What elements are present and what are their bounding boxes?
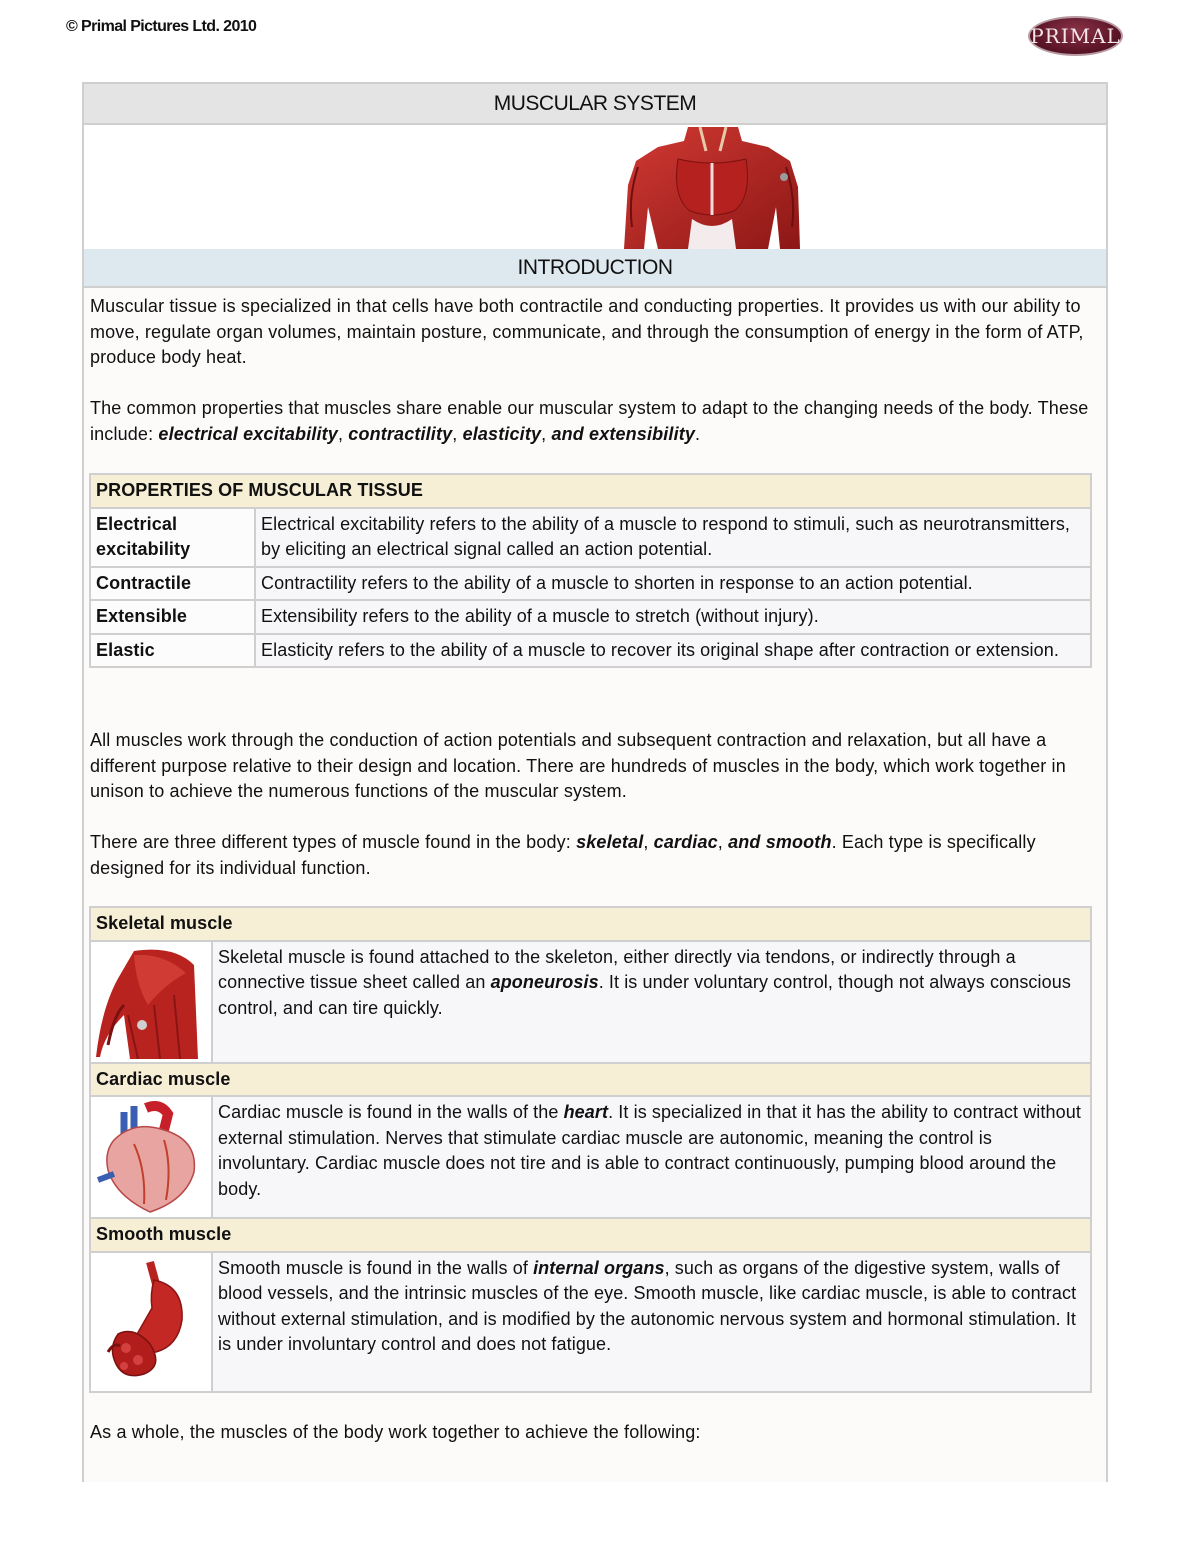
term-skeletal: skeletal: [576, 832, 644, 852]
muscular-torso-image: [618, 127, 808, 249]
table-row: [90, 508, 1091, 567]
document-sheet: [82, 82, 1108, 1482]
property-description: Electrical excitability refers to the ability of a muscle to respond to stimuli, such as neurotransmitters, by eliciting an electrical signal called an action potential.: [255, 508, 1091, 567]
property-description: Elasticity refers to the ability of a muscle to recover its original shape after contraction or extension.: [255, 634, 1091, 668]
term-internal-organs: internal organs: [533, 1257, 665, 1278]
intro-paragraph-2: The common properties that muscles share enable our muscular system to adapt to the changing needs of the body. These include: electrical excitability, contractility, elasticity, and extensibility.: [90, 398, 1089, 444]
term-extensibility: and extensibility: [551, 423, 696, 444]
cardiac-muscle-heading: Cardiac muscle: [90, 1063, 1091, 1097]
table-header-row: [90, 1218, 1091, 1252]
muscle-types-table: [89, 906, 1092, 1393]
table-row: [90, 567, 1091, 601]
table-row: [90, 941, 1091, 1063]
property-name: Contractile: [90, 567, 255, 601]
term-aponeurosis: aponeurosis: [490, 972, 599, 992]
term-contractility: contractility: [348, 423, 453, 444]
properties-table: [89, 473, 1092, 668]
body-paragraph-4: There are three different types of muscle found in the body: skeletal, cardiac, and smooth. Each type is specifically designed for its individual function.: [90, 832, 1036, 878]
logo-text: PRIMAL: [1030, 24, 1121, 48]
term-smooth: and smooth: [728, 832, 832, 852]
table-row: [90, 634, 1091, 668]
table-header-row: [90, 907, 1091, 941]
skeletal-muscle-description: Skeletal muscle is found attached to the skeleton, either directly via tendons, or indirectly through a connective tissue sheet called an aponeurosis. It is under voluntary control, though not always conscious control, and can tire quickly.: [212, 941, 1091, 1063]
term-elasticity: elasticity: [462, 423, 542, 444]
stomach-image: [94, 1256, 202, 1386]
table-row: [90, 600, 1091, 634]
section-title-introduction: INTRODUCTION: [84, 249, 1106, 288]
property-name: Electrical excitability: [90, 508, 255, 567]
properties-table-title: PROPERTIES OF MUSCULAR TISSUE: [90, 474, 1091, 508]
copyright-text: © Primal Pictures Ltd. 2010: [66, 18, 257, 35]
skeletal-muscle-heading: Skeletal muscle: [90, 907, 1091, 941]
page-title: MUSCULAR SYSTEM: [84, 84, 1106, 125]
smooth-image-cell: [90, 1252, 212, 1392]
term-heart: heart: [563, 1102, 609, 1122]
hero-section: [84, 125, 1106, 251]
table-header-row: [90, 1063, 1091, 1097]
property-description: Extensibility refers to the ability of a muscle to stretch (without injury).: [255, 600, 1091, 634]
property-description: Contractility refers to the ability of a muscle to shorten in response to an action potential.: [255, 567, 1091, 601]
table-row: [90, 1252, 1091, 1392]
term-cardiac: cardiac: [653, 832, 718, 852]
body-paragraph-5: As a whole, the muscles of the body work together to achieve the following:: [90, 1422, 701, 1442]
cardiac-muscle-description: Cardiac muscle is found in the walls of the heart. It is specialized in that it has the ability to contract without external stimulation. Nerves that stimulate cardiac muscle are autonomic, meaning the control is involuntary. Cardiac muscle does not tire and is able to contract continuously, pumping blood around the body.: [212, 1096, 1091, 1218]
property-name: Extensible: [90, 600, 255, 634]
smooth-muscle-heading: Smooth muscle: [90, 1218, 1091, 1252]
heart-image: [94, 1100, 202, 1214]
property-name: Elastic: [90, 634, 255, 668]
intro-paragraph-1: Muscular tissue is specialized in that cells have both contractile and conducting properties. It provides us with our ability to move, regulate organ volumes, maintain posture, communicate, and through the consumption of energy in the form of ATP, produce body heat.: [90, 296, 1084, 367]
smooth-muscle-description: Smooth muscle is found in the walls of internal organs, such as organs of the digestive system, walls of blood vessels, and the intrinsic muscles of the eye. Smooth muscle, like cardiac muscle, is able to contract without external stimulation, and is modified by the autonomic nervous system and hormonal stimulation. It is under involuntary control and does not fatigue.: [212, 1252, 1091, 1392]
skeletal-image-cell: [90, 941, 212, 1063]
term-electrical-excitability: electrical excitability: [158, 423, 338, 444]
body-paragraph-3: All muscles work through the conduction of action potentials and subsequent contraction and relaxation, but all have a different purpose relative to their design and location. There are hundreds of muscles in the body, which work together in unison to achieve the numerous functions of the muscular system.: [90, 730, 1066, 801]
primal-logo: [1028, 16, 1123, 56]
cardiac-image-cell: [90, 1096, 212, 1218]
skeletal-muscle-image: [94, 945, 202, 1059]
table-row: [90, 1096, 1091, 1218]
table-header-row: [90, 474, 1091, 508]
